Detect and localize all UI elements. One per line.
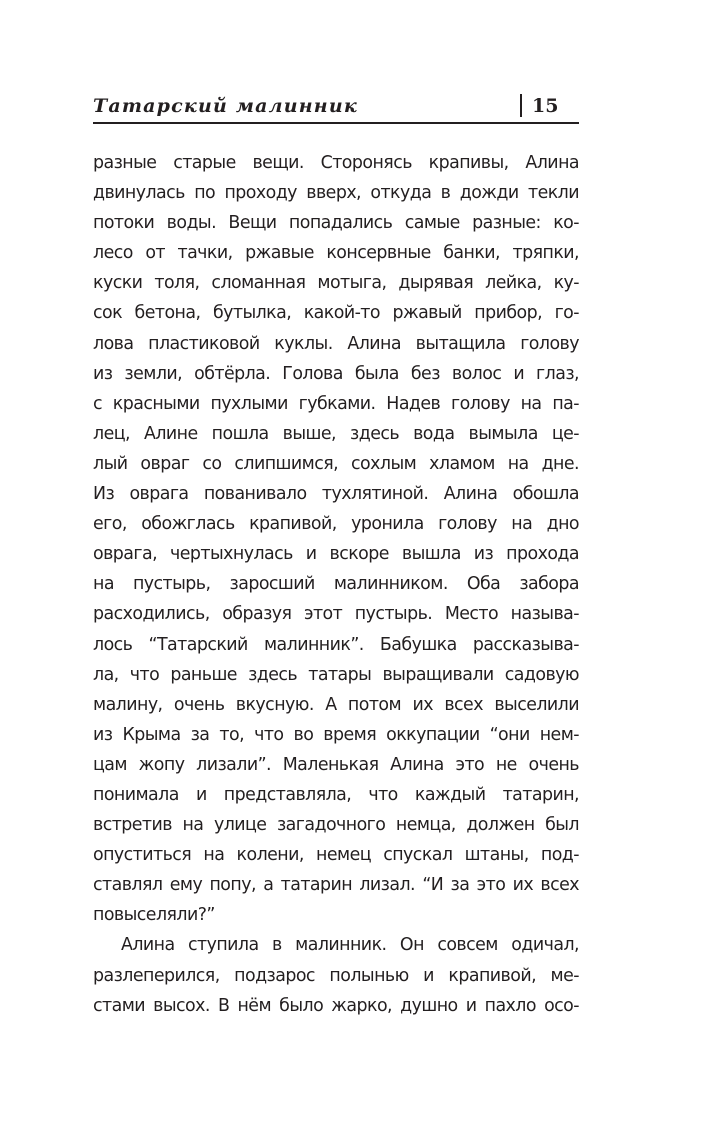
running-title: Татарский малинник (93, 95, 358, 117)
text-line: потоки воды. Вещи попадались самые разные: ко- (93, 213, 579, 234)
body-text (93, 148, 579, 1021)
text-line: оврага, чертыхнулась и вскоре вышла из прохода (93, 544, 579, 565)
text-line: из Крыма за то, что во время оккупации “они нем- (93, 724, 579, 745)
text-line: лец, Алине пошла выше, здесь вода вымыла це- (93, 423, 579, 444)
text-line: ла, что раньше здесь татары выращивали садовую (93, 664, 579, 685)
header-rule (93, 122, 579, 124)
text-line: из земли, обтёрла. Голова была без волос и глаз, (93, 363, 579, 384)
text-line: расходились, образуя этот пустырь. Место называ- (93, 604, 579, 625)
text-line: лесо от тачки, ржавые консервные банки, тряпки, (93, 243, 579, 264)
text-line: лова пластиковой куклы. Алина вытащила голову (93, 333, 579, 354)
text-line: с красными пухлыми губками. Надев голову на па- (93, 393, 579, 414)
text-line: куски толя, сломанная мотыга, дырявая лейка, ку- (93, 273, 579, 294)
text-line: на пустырь, заросший малинником. Оба забора (93, 574, 579, 595)
page-number: 15 (532, 95, 559, 117)
running-header (93, 93, 579, 124)
text-line: понимала и представляла, что каждый татарин, (93, 784, 579, 805)
header-separator (520, 94, 522, 117)
text-line: Алина ступила в малинник. Он совсем одичал, (121, 935, 579, 956)
text-line: малину, очень вкусную. А потом их всех выселили (93, 694, 579, 715)
text-line: лый овраг со слипшимся, сохлым хламом на дне. (93, 453, 579, 474)
text-line: Из оврага пованивало тухлятиной. Алина обошла (93, 484, 579, 505)
text-line: двинулась по проходу вверх, откуда в дожди текли (93, 183, 579, 204)
text-line: лось “Татарский малинник”. Бабушка рассказыва- (93, 634, 579, 655)
text-line: его, обожглась крапивой, уронила голову на дно (93, 514, 579, 535)
text-line: встретив на улице загадочного немца, должен был (93, 815, 579, 836)
paragraph-2 (93, 930, 579, 1020)
text-line: стами высох. В нём было жарко, душно и пахло осо- (93, 995, 579, 1016)
paragraph-1 (93, 148, 579, 930)
text-line: повыселяли?” (93, 905, 215, 926)
text-line: ставлял ему попу, а татарин лизал. “И за это их всех (93, 875, 579, 896)
text-line: сок бетона, бутылка, какой-то ржавый прибор, го- (93, 303, 579, 324)
text-line: разные старые вещи. Сторонясь крапивы, Алина (93, 153, 579, 173)
text-line: разлеперился, подзарос полынью и крапивой, ме- (93, 965, 579, 986)
text-line: цам жопу лизали”. Маленькая Алина это не очень (93, 754, 579, 775)
text-line: опуститься на колени, немец спускал штаны, под- (93, 845, 579, 866)
